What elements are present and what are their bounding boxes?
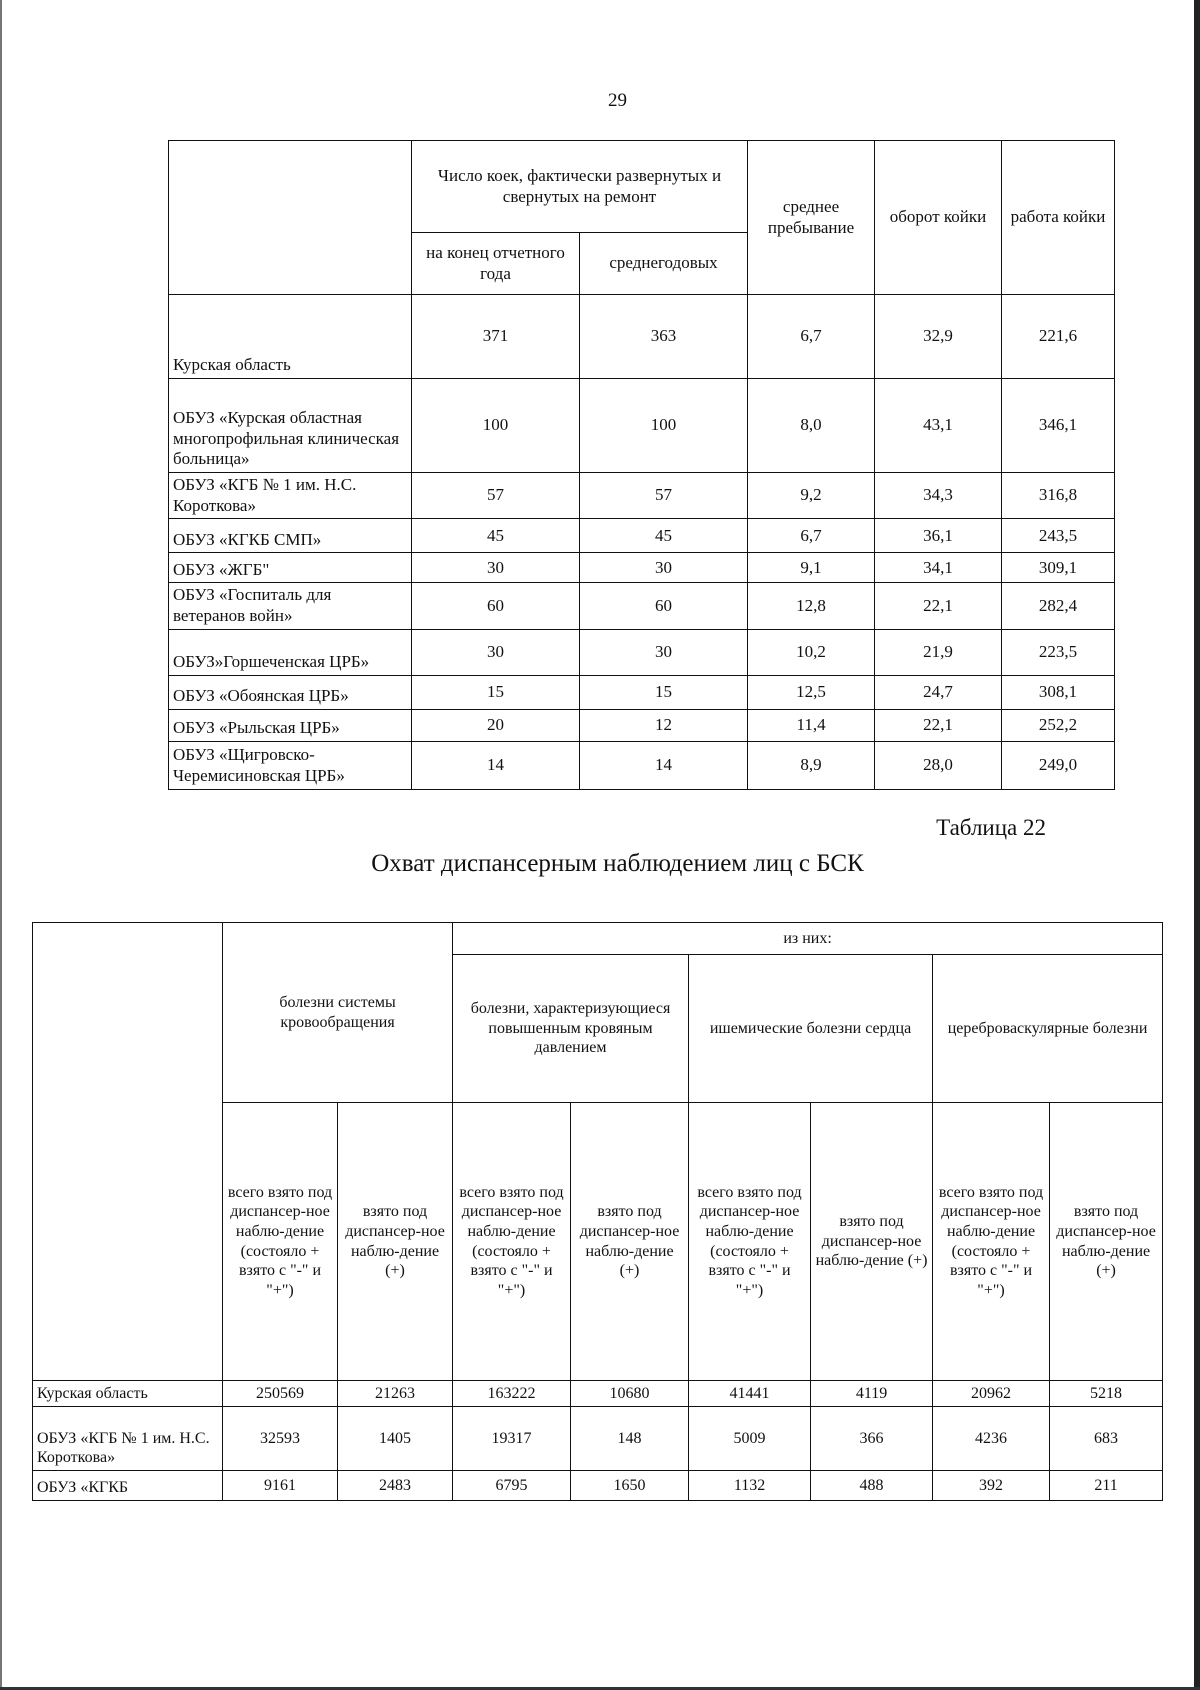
year-end-value: 100 (412, 379, 580, 473)
bed-work-value: 221,6 (1002, 295, 1115, 379)
turnover-value: 43,1 (875, 379, 1002, 473)
average-annual-value: 60 (580, 583, 748, 629)
table-row (169, 519, 1115, 553)
cell-value: 1650 (571, 1471, 689, 1501)
avg-stay-value: 8,9 (748, 741, 875, 789)
table-row (33, 1471, 1163, 1501)
year-end-value: 60 (412, 583, 580, 629)
bed-work-value: 309,1 (1002, 553, 1115, 583)
table-title: Охват диспансерным наблюдением лиц с БСК (371, 850, 864, 877)
year-end-value: 45 (412, 519, 580, 553)
average-annual-value: 14 (580, 741, 748, 789)
avg-stay-header: среднее пребывание (748, 141, 875, 295)
average-annual-value: 30 (580, 629, 748, 675)
sub-total-header: всего взято под диспансер-ное наблю-дение (состояло + взято с "-" и "+") (933, 1103, 1050, 1381)
avg-stay-value: 12,8 (748, 583, 875, 629)
cell-value: 9161 (223, 1471, 338, 1501)
scan-right-edge (1194, 0, 1200, 1690)
turnover-value: 34,1 (875, 553, 1002, 583)
average-annual-value: 363 (580, 295, 748, 379)
cell-value: 4236 (933, 1407, 1050, 1471)
turnover-header: оборот койки (875, 141, 1002, 295)
cerebrovascular-header: цереброваскулярные болезни (933, 955, 1163, 1103)
beds-table (168, 140, 1115, 790)
average-annual-header: среднегодовых (580, 233, 748, 295)
organization-name: ОБУЗ «КГКБ СМП» (169, 519, 412, 553)
avg-stay-value: 10,2 (748, 629, 875, 675)
table-row (169, 379, 1115, 473)
avg-stay-value: 6,7 (748, 519, 875, 553)
avg-stay-value: 9,2 (748, 473, 875, 519)
avg-stay-value: 9,1 (748, 553, 875, 583)
organization-name: Курская область (169, 295, 412, 379)
cell-value: 21263 (338, 1381, 453, 1407)
sub-plus-header: взято под диспансер-ное наблю-дение (+) (1050, 1103, 1163, 1381)
average-annual-value: 30 (580, 553, 748, 583)
turnover-value: 36,1 (875, 519, 1002, 553)
organization-name: Курская область (33, 1381, 223, 1407)
cell-value: 4119 (811, 1381, 933, 1407)
beds-corner-cell (169, 141, 412, 295)
bed-work-value: 252,2 (1002, 709, 1115, 741)
cell-value: 683 (1050, 1407, 1163, 1471)
table-row (169, 553, 1115, 583)
ischemic-header: ишемические болезни сердца (689, 955, 933, 1103)
avg-stay-value: 6,7 (748, 295, 875, 379)
cell-value: 32593 (223, 1407, 338, 1471)
turnover-value: 28,0 (875, 741, 1002, 789)
organization-name: ОБУЗ «КГКБ (33, 1471, 223, 1501)
table-row (169, 473, 1115, 519)
cell-value: 163222 (453, 1381, 571, 1407)
bed-work-value: 243,5 (1002, 519, 1115, 553)
beds-body (169, 295, 1115, 790)
table-row (33, 1381, 1163, 1407)
year-end-value: 14 (412, 741, 580, 789)
sub-plus-header: взято под диспансер-ное наблю-дение (+) (571, 1103, 689, 1381)
table-caption: Таблица 22 (936, 815, 1046, 840)
bed-work-value: 308,1 (1002, 675, 1115, 709)
cell-value: 488 (811, 1471, 933, 1501)
cell-value: 250569 (223, 1381, 338, 1407)
organization-name: ОБУЗ «Обоянская ЦРБ» (169, 675, 412, 709)
bsk-corner-cell (33, 923, 223, 1381)
average-annual-value: 15 (580, 675, 748, 709)
bed-work-value: 249,0 (1002, 741, 1115, 789)
year-end-value: 30 (412, 629, 580, 675)
bed-work-header: работа койки (1002, 141, 1115, 295)
cell-value: 366 (811, 1407, 933, 1471)
bsk-body (33, 1381, 1163, 1501)
turnover-value: 32,9 (875, 295, 1002, 379)
turnover-value: 34,3 (875, 473, 1002, 519)
sub-total-header: всего взято под диспансер-ное наблю-дение (состояло + взято с "-" и "+") (689, 1103, 811, 1381)
cell-value: 6795 (453, 1471, 571, 1501)
cell-value: 211 (1050, 1471, 1163, 1501)
cell-value: 392 (933, 1471, 1050, 1501)
year-end-value: 30 (412, 553, 580, 583)
table-row (169, 295, 1115, 379)
bsk-table (32, 922, 1163, 1501)
page-number: 29 (608, 90, 627, 111)
sub-total-header: всего взято под диспансер-ное наблю-дение (состояло + взято с "-" и "+") (453, 1103, 571, 1381)
bed-work-value: 346,1 (1002, 379, 1115, 473)
cell-value: 1132 (689, 1471, 811, 1501)
cell-value: 148 (571, 1407, 689, 1471)
table-row (169, 629, 1115, 675)
organization-name: ОБУЗ «КГБ № 1 им. Н.С. Короткова» (169, 473, 412, 519)
organization-name: ОБУЗ «КГБ № 1 им. Н.С. Короткова» (33, 1407, 223, 1471)
avg-stay-value: 12,5 (748, 675, 875, 709)
avg-stay-value: 11,4 (748, 709, 875, 741)
cell-value: 10680 (571, 1381, 689, 1407)
year-end-value: 20 (412, 709, 580, 741)
turnover-value: 22,1 (875, 583, 1002, 629)
year-end-value: 57 (412, 473, 580, 519)
beds-group-header: Число коек, фактически развернутых и свернутых на ремонт (412, 141, 748, 233)
organization-name: ОБУЗ «Курская областная многопрофильная клиническая больница» (169, 379, 412, 473)
table-row (169, 709, 1115, 741)
average-annual-value: 57 (580, 473, 748, 519)
cell-value: 41441 (689, 1381, 811, 1407)
turnover-value: 24,7 (875, 675, 1002, 709)
year-end-value: 15 (412, 675, 580, 709)
turnover-value: 22,1 (875, 709, 1002, 741)
hypertension-header: болезни, характеризующиеся повышенным кровяным давлением (453, 955, 689, 1103)
table-row (169, 741, 1115, 789)
of-them-header: из них: (453, 923, 1163, 955)
cell-value: 19317 (453, 1407, 571, 1471)
organization-name: ОБУЗ «Госпиталь для ветеранов войн» (169, 583, 412, 629)
table-row (169, 583, 1115, 629)
average-annual-value: 45 (580, 519, 748, 553)
table-row (169, 675, 1115, 709)
bed-work-value: 282,4 (1002, 583, 1115, 629)
turnover-value: 21,9 (875, 629, 1002, 675)
cell-value: 2483 (338, 1471, 453, 1501)
sub-plus-header: взято под диспансер-ное наблю-дение (+) (811, 1103, 933, 1381)
average-annual-value: 12 (580, 709, 748, 741)
cell-value: 20962 (933, 1381, 1050, 1407)
scan-left-edge (0, 0, 2, 1690)
year-end-header: на конец отчетного года (412, 233, 580, 295)
cell-value: 5009 (689, 1407, 811, 1471)
circulatory-header: болезни системы кровообращения (223, 923, 453, 1103)
sub-total-header: всего взято под диспансер-ное наблю-дение (состояло + взято с "-" и "+") (223, 1103, 338, 1381)
sub-plus-header: взято под диспансер-ное наблю-дение (+) (338, 1103, 453, 1381)
organization-name: ОБУЗ «ЖГБ" (169, 553, 412, 583)
organization-name: ОБУЗ»Горшеченская ЦРБ» (169, 629, 412, 675)
avg-stay-value: 8,0 (748, 379, 875, 473)
year-end-value: 371 (412, 295, 580, 379)
cell-value: 1405 (338, 1407, 453, 1471)
table-row (33, 1407, 1163, 1471)
organization-name: ОБУЗ «Рыльская ЦРБ» (169, 709, 412, 741)
average-annual-value: 100 (580, 379, 748, 473)
cell-value: 5218 (1050, 1381, 1163, 1407)
bed-work-value: 316,8 (1002, 473, 1115, 519)
bed-work-value: 223,5 (1002, 629, 1115, 675)
organization-name: ОБУЗ «Щигровско-Черемисиновская ЦРБ» (169, 741, 412, 789)
